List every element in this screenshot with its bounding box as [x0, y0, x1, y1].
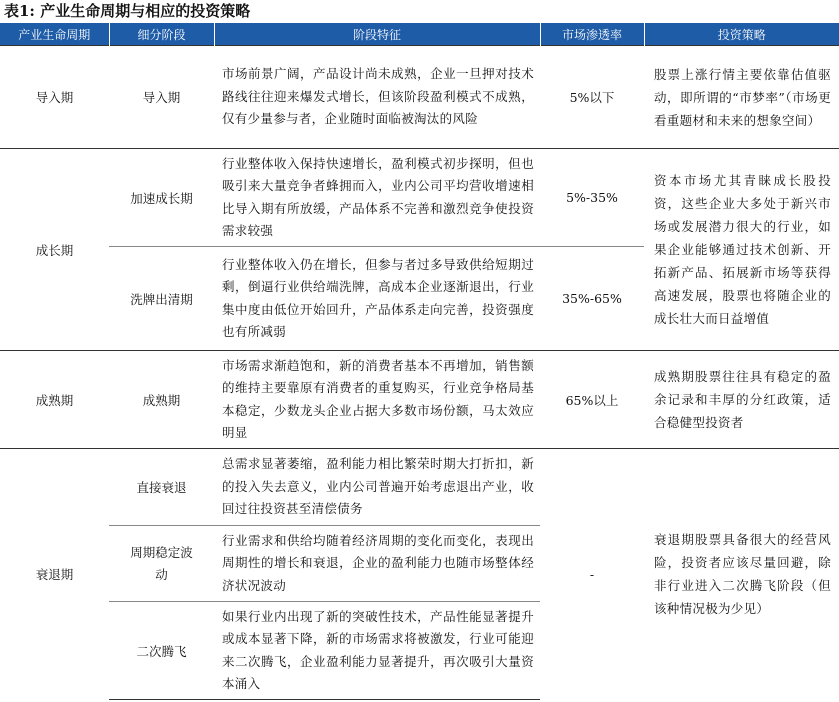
stage-growth: 成长期	[0, 149, 109, 351]
header-penetration: 市场渗透率	[540, 23, 644, 46]
sub-stage-accelerate: 加速成长期	[109, 149, 214, 247]
header-sub-stage: 细分阶段	[109, 23, 214, 46]
feature-second-takeoff: 如果行业内出现了新的突破性技术，产品性能显著提升或成本显著下降，新的市场需求将被激发，行业可能迎来二次腾飞，企业盈利能力显著提升，再次吸引大量资本涌入	[214, 602, 540, 700]
sub-stage-second-takeoff: 二次腾飞	[109, 602, 214, 700]
feature-cyclical: 行业需求和供给均随着经济周期的变化而变化，表现出周期性的增长和衰退，企业的盈利能力也随市场整体经济状况波动	[214, 526, 540, 602]
table-row	[0, 46, 839, 149]
sub-stage-direct-decline: 直接衰退	[109, 449, 214, 526]
sub-stage-shakeout: 洗牌出清期	[109, 247, 214, 351]
header-lifecycle: 产业生命周期	[0, 23, 109, 46]
sub-stage-mature: 成熟期	[109, 351, 214, 449]
stage-mature: 成熟期	[0, 351, 109, 449]
feature-direct-decline: 总需求显著萎缩，盈利能力相比繁荣时期大打折扣，新的投入失去意义，业内公司普遍开始考虑退出产业，收回过往投资甚至清偿债务	[214, 449, 540, 526]
rate-accelerate: 5%-35%	[540, 149, 644, 247]
lifecycle-table	[0, 23, 839, 700]
rate-intro: 5%以下	[540, 46, 644, 149]
table-title: 表1: 产业生命周期与相应的投资策略	[4, 2, 251, 20]
sub-stage-cyclical: 周期稳定波动	[109, 526, 214, 602]
strategy-growth: 资本市场尤其青睐成长股投资，这些企业大多处于新兴市场或发展潜力很大的行业，如果企业能够通过技术创新、开拓新产品、拓展新市场等获得高速发展，股票也将随企业的成长壮大而日益增值	[644, 149, 839, 351]
rate-decline: -	[540, 449, 644, 700]
stage-intro: 导入期	[0, 46, 109, 149]
feature-accelerate: 行业整体收入保持快速增长，盈利模式初步探明，但也吸引来大量竞争者蜂拥而入，业内公司平均营收增速相比导入期有所放缓，产品体系不完善和激烈竞争使投资需求较强	[214, 149, 540, 247]
feature-mature: 市场需求渐趋饱和，新的消费者基本不再增加，销售额的维持主要靠原有消费者的重复购买，行业竞争格局基本稳定，少数龙头企业占据大多数市场份额，马太效应明显	[214, 351, 540, 449]
header-feature: 阶段特征	[214, 23, 540, 46]
stage-decline: 衰退期	[0, 449, 109, 700]
sub-stage-intro: 导入期	[109, 46, 214, 149]
strategy-mature: 成熟期股票往往具有稳定的盈余记录和丰厚的分红政策，适合稳健型投资者	[644, 351, 839, 449]
table-header	[0, 23, 839, 46]
table-row	[0, 449, 839, 526]
table-row	[0, 351, 839, 449]
rate-shakeout: 35%-65%	[540, 247, 644, 351]
table-row	[0, 149, 839, 247]
feature-intro: 市场前景广阔，产品设计尚未成熟，企业一旦押对技术路线往往迎来爆发式增长，但该阶段盈利模式不成熟，仅有少量参与者，企业随时面临被淘汰的风险	[214, 46, 540, 149]
strategy-decline: 衰退期股票具备很大的经营风险，投资者应该尽量回避，除非行业进入二次腾飞阶段（但该种情况极为少见）	[644, 449, 839, 700]
header-strategy: 投资策略	[644, 23, 839, 46]
rate-mature: 65%以上	[540, 351, 644, 449]
feature-shakeout: 行业整体收入仍在增长，但参与者过多导致供给短期过剩，倒逼行业供给端洗牌，高成本企业逐渐退出，行业集中度由低位开始回升，产品体系走向完善，投资强度也有所减弱	[214, 247, 540, 351]
strategy-intro: 股票上涨行情主要依靠估值驱动，即所谓的“市梦率”（市场更看重题材和未来的想象空间）	[644, 46, 839, 149]
